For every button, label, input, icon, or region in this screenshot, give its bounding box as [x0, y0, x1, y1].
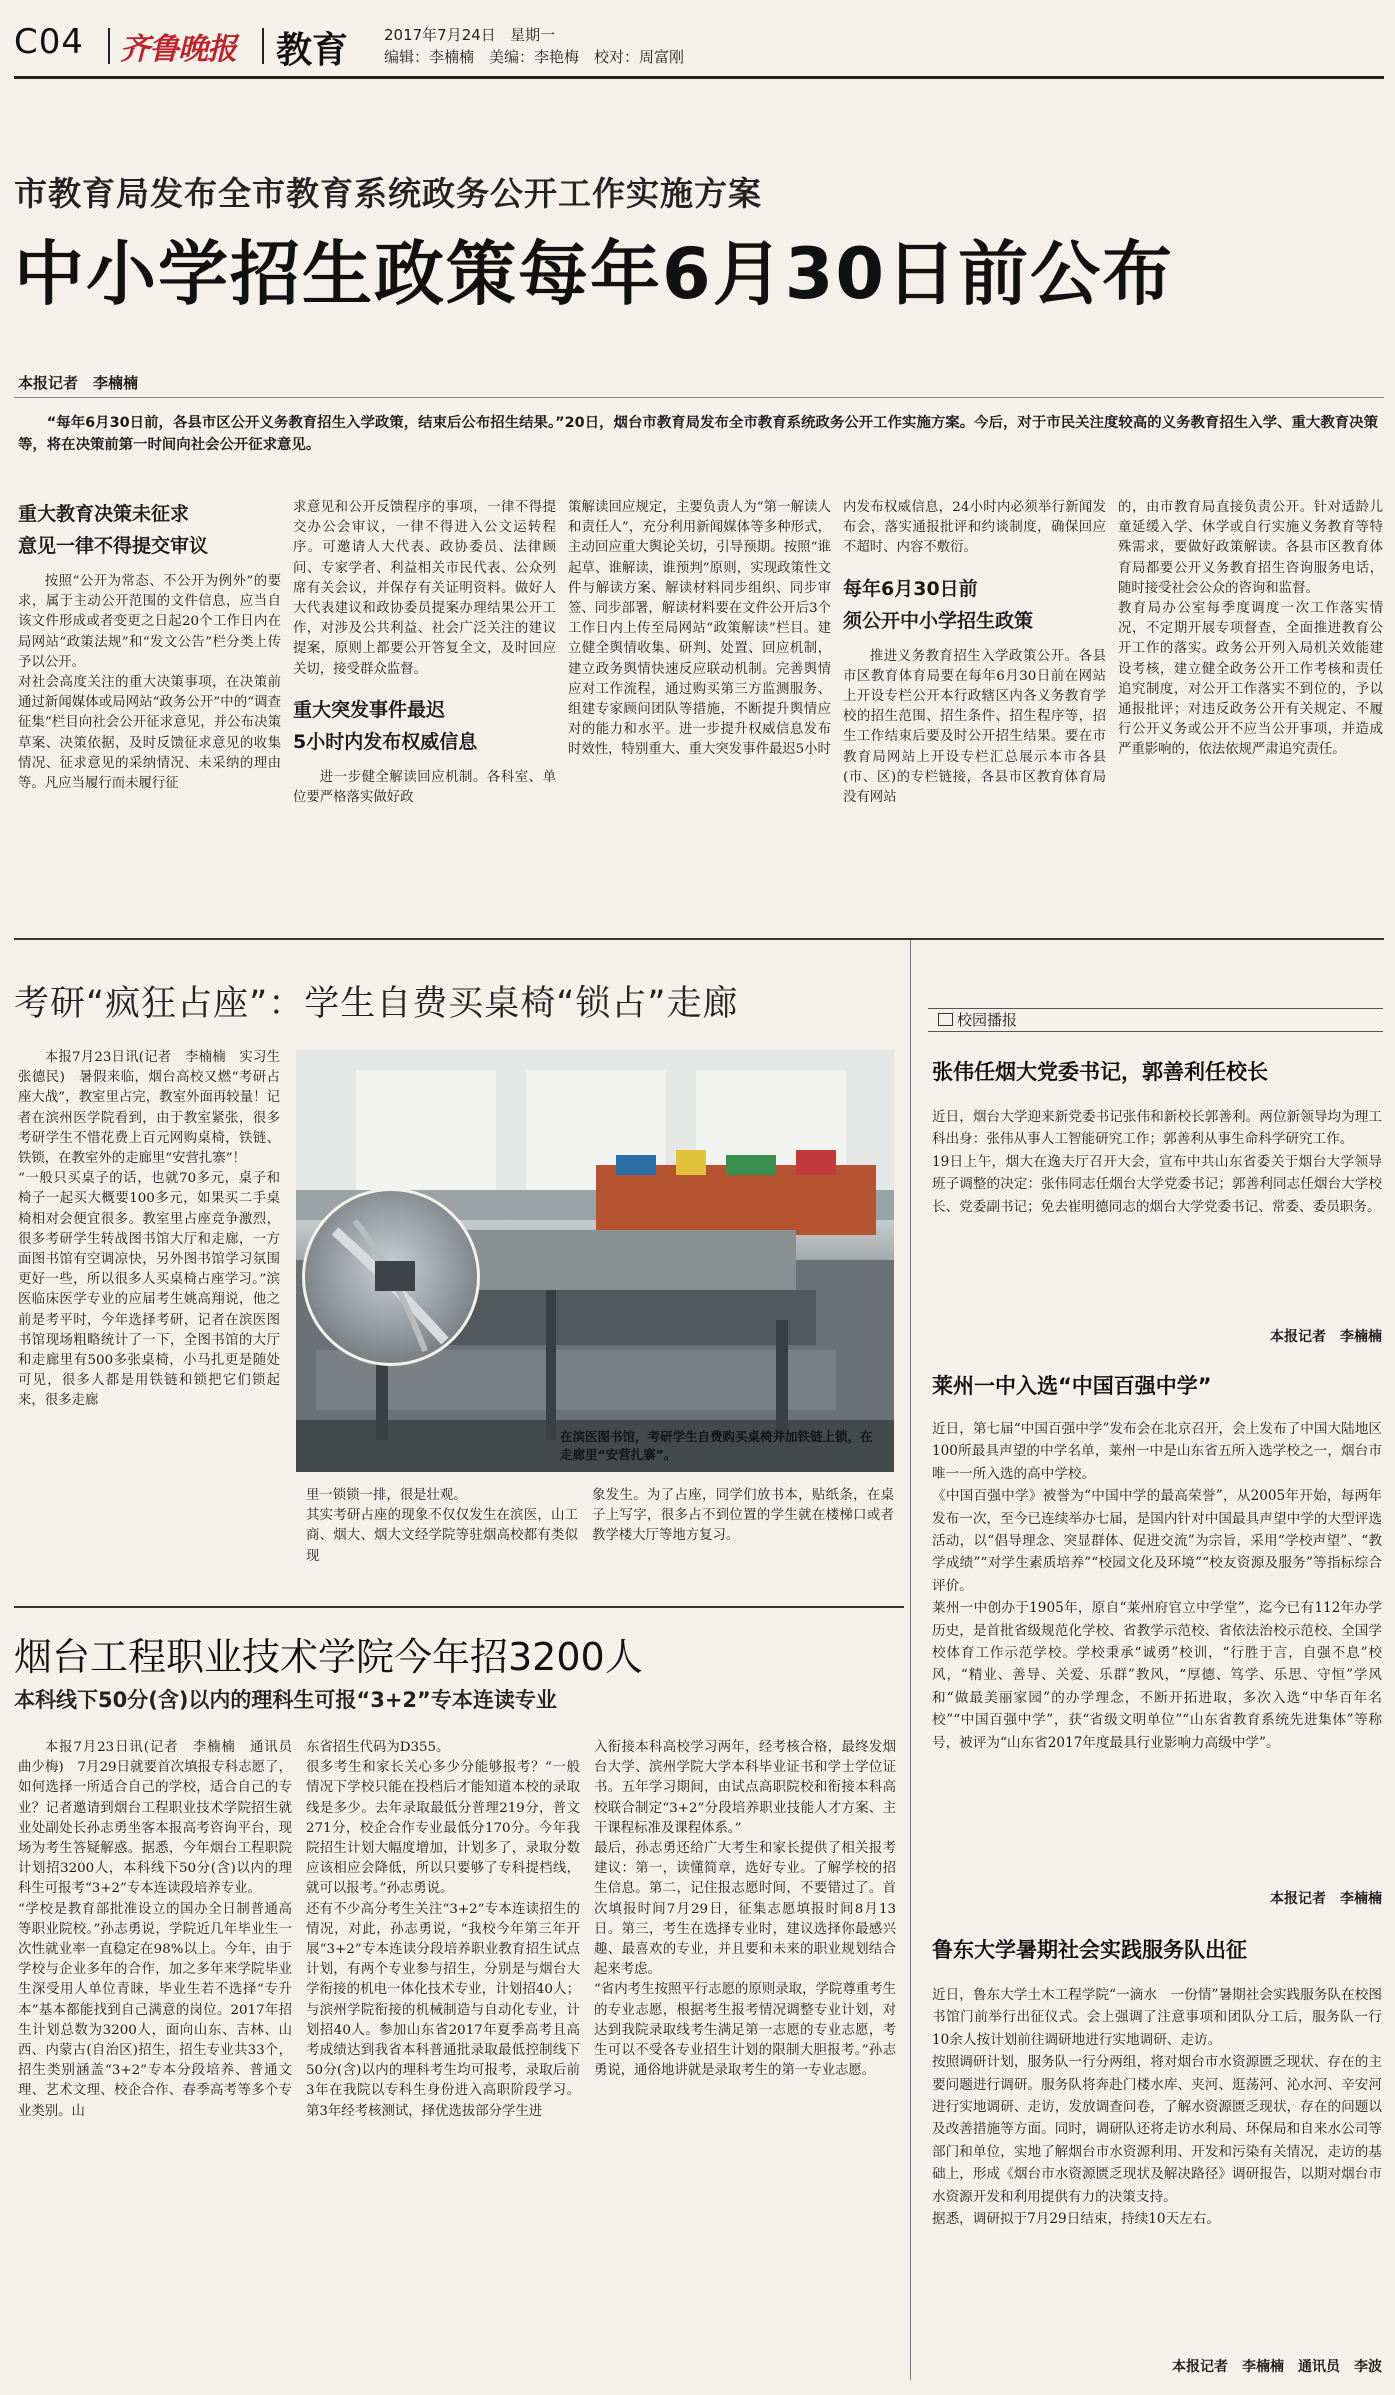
header-divider-2: [262, 28, 264, 64]
story2-body: [932, 1418, 1382, 1884]
article1-col1: [18, 498, 281, 918]
article2-col3: [592, 1486, 894, 1596]
article3-col2: [306, 1738, 580, 2378]
story2-headline: 莱州一中入选“中国百强中学”: [932, 1374, 1212, 1398]
article2-bottom-rule: [14, 1606, 904, 1608]
date: 2017年7月24日: [384, 26, 496, 44]
article3-subhead: 本科线下50分(含)以内的理科生可报“3+2”专本连读专业: [14, 1688, 557, 1712]
article3-col1-text: 本报7月23日讯(记者 李楠楠 通讯员 曲少梅) 7月29日就要首次填报专科志愿了，如何选择一所适合自己的学校，适合自己的专业？记者邀请到烟台工程职业技术学院招生就业处副处长孙志勇坐客本报高考咨询平台，现场为考生答疑解惑。据悉，今年烟台工程职院计划招3200人，本科线下50分(含)以内的理科生可报考“3+2”专本连读段培养专业。 “学校是教育部批准设立的国办全日制普通高等职业院校。”孙志勇说，学院近几年毕业生一次性就业率一直稳定在98%以上。今年，由于学校与企业多年的合作，加之多年来学院毕业生深受用人单位青睐，毕业生若不选择“专升本”基本都能找到自己满意的岗位。2017年招生计划总数为3200人，面向山东、吉林、山西、内蒙古(自治区)招生，招生专业共33个，招生类别涵盖“3+2”专本分段培养、普通文理、艺术文理、校企合作、春季高考等多个专业类别。山: [18, 1740, 292, 2119]
article2-caption: 在滨医图书馆，考研学生自费购买桌椅并加铁链上锁，在走廊里“安营扎寨”。: [560, 1429, 873, 1462]
article2-col1-text: 本报7月23日讯(记者 李楠楠 实习生 张德民) 暑假来临，烟台高校又燃“考研占座大战”，教室里占完，教室外面再较量！记者在滨州医学院看到，由于教室紧张，很多考研学生不惜花费上百元网购桌椅，铁链、铁锁，在教室外的走廊里“安营扎寨”！ “一般只买桌子的话，也就70多元，桌子和椅子一起买大概要100多元，如果买二手桌椅相对会便宜很多。教室里占座竞争激烈，很多考研学生转战图书馆大厅和走廊，一方面图书馆有空调凉快，另外图书馆学习氛围更好一些，所以很多人买桌椅占座学习。”滨医临床医学专业的应届考生姚高翔说，他之前是考平时，今年选择考研，记者在滨医图书馆现场粗略统计了一下，全图书馆的大厅和走廊里有500多张桌椅，小马扎更是随处可见，很多人都是用铁链和锁把它们锁起来，很多走廊: [18, 1050, 280, 1409]
article1-subhead-1: 重大教育决策未征求 意见一律不得提交审议: [18, 503, 209, 557]
article1-kicker: 市教育局发布全市教育系统政务公开工作实施方案: [14, 174, 762, 213]
article1-col2b-text: 进一步健全解读回应机制。各科室、单位要严格落实做好政: [293, 769, 556, 806]
article1-col4b-text: 推进义务教育招生入学政策公开。各县市区教育体育局要在每年6月30日前在网站上开设专栏公开本行政辖区内各义务教育学校的招生范围、招生条件、招生程序等，招生工作结束后要及时公开招生结果。要在市教育局网站上开设专栏汇总展示本市各县(市、区)的专栏链接，各县市区教育体育局没有网站: [843, 648, 1106, 806]
article3-col2-text: 东省招生代码为D355。 很多考生和家长关心多少分能够报考？“一般情况下学校只能在投档后才能知道本校的录取线是多少。去年录取最低分普理219分，普文271分，校企合作专业最低分170分。今年我院招生计划大幅度增加，计划多了，录取分数应该相应会降低，所以只要够了专科提档线，就可以报考。”孙志勇说。 还有不少高分考生关注“3+2”专本连读招生的情况，对此，孙志勇说，“我校今年第三年开展“3+2”专本连读分段培养职业教育招生试点计划，有两个专业参与招生，分别是与烟台大学衔接的机电一体化技术专业，计划招40人；与滨州学院衔接的机械制造与自动化专业，计划招40人。参加山东省2017年夏季高考且高考成绩达到我省本科普通批录取最低控制线下50分(含)以内的理科考生均可报考，录取后前3年在我院以专科生身份进入高职阶段学习。第3年经考核测试，择优选拔部分学生进: [306, 1740, 580, 2119]
article2-col2-text: 里一锁锁一排，很是壮观。 其实考研占座的现象不仅仅发生在滨医，山工商、烟大、烟大文经学院等驻烟高校都有类似现: [306, 1488, 578, 1564]
story2-byline: 本报记者 李楠楠: [1270, 1891, 1382, 1907]
article2-col1: [18, 1048, 280, 1588]
article1-byline: 本报记者 李楠楠: [18, 374, 139, 392]
story1-text: 近日，烟台大学迎来新党委书记张伟和新校长郭善利。两位新领导均为理工科出身：张伟从事人工智能研究工作；郭善利从事生命科学研究工作。 19日上午，烟大在逸夫厅召开大会，宣布中共山东省委关于烟台大学领导班子调整的决定：张伟同志任烟台大学党委书记；郭善利同志任烟台大学校长、党委副书记；免去崔明德同志的烟台大学党委书记、常委、委员职务。: [932, 1109, 1382, 1215]
byline-rule: [14, 397, 1384, 398]
article1-headline: 中小学招生政策每年6月30日前公布: [14, 233, 1175, 315]
square-icon: [938, 1013, 953, 1026]
story1-headline: 张伟任烟大党委书记，郭善利任校长: [932, 1060, 1268, 1084]
photo-round-overlay: [302, 1188, 480, 1366]
article1-col5: [1118, 498, 1383, 918]
story1-body: [932, 1106, 1382, 1326]
article1-subhead-2: 重大突发事件最迟 5小时内发布权威信息: [293, 698, 478, 753]
paper-logo: 齐鲁晚报: [120, 32, 236, 67]
article1-lead: “每年6月30日前，各县市区公开义务教育招生入学政策，结束后公布招生结果。”20日，烟台市教育局发布全市教育系统政务公开工作实施方案。今后，对于市民关注度较高的义务教育招生入学、重大教育决策等，将在决策前第一时间向社会公开征求意见。: [18, 415, 1378, 453]
story1-byline: 本报记者 李楠楠: [1270, 1329, 1382, 1345]
story2-text: 近日，第七届“中国百强中学”发布会在北京召开，会上发布了中国大陆地区100所最具声望的中学名单，莱州一中是山东省五所入选学校之一，烟台市唯一一所入选的高中学校。 《中国百强中学》被誉为“中国中学的最高荣誉”，从2005年开始，每两年发布一次，至今已连续举办七届，是国内针对中国最具声望中学的大型评选活动，以“倡导理念、突显群体、促进交流”为宗旨，采用“学校声望”、“教学成绩”“对学生素质培养”“校园文化及环境”“校友资源及服务”等指标综合评价。 莱州一中创办于1905年，原自“莱州府官立中学堂”，迄今已有112年办学历史，是首批省级规范化学校、省教学示范校、省依法治校示范校、全国学校体育工作示范学校。学校秉承“诚勇”校训，“行胜于言，自强不息”校风，“精业、善导、关爱、乐群”教风，“厚德、笃学、乐思、守恒”学风和“做最美丽家园”的办学理念，不断开拓进取，多次入选“中华百年名校”“中国百强中学”，获“省级文明单位”“山东省教育系统先进集体”等称号，被评为“山东省2017年度最具行业影响力高级中学”。: [932, 1421, 1382, 1751]
article2-col2: [306, 1486, 578, 1596]
article3-col3-text: 入衔接本科高校学习两年，经考核合格，最终发烟台大学、滨州学院大学本科毕业证书和学士学位证书。五年学习期间，由试点高职院校和衔接本科高校联合制定“3+2”分段培养职业技能人才方案、主干课程标准及课程体系。” 最后，孙志勇还给广大考生和家长提供了相关报考建议：第一，读懂简章，选好专业。了解学校的招生信息。第二，记住报志愿时间，不要错过了。首次填报时间7月29日，征集志愿填报时间8月13日。第三，考生在选择专业时，建议选择你最感兴趣、最喜欢的专业，并且要和未来的职业规划结合起来考虑。 “省内考生按照平行志愿的原则录取，学院尊重考生的专业志愿，根据考生报考情况调整专业计划，对达到我院录取线考生满足第一志愿的专业志愿，考生可以不受各专业招生计划的限制大胆报考。”孙志勇说，通俗地讲就是录取考生的第一专业志愿。: [594, 1740, 896, 2079]
article3-col1: [18, 1738, 292, 2378]
article1-col2-text: 求意见和公开反馈程序的事项，一律不得提交办公会审议，一律不得进入公文运转程序。可邀请人大代表、政协委员、法律顾问、专家学者、利益相关市民代表、公众列席有关会议，并保存有关证明资料。做好人大代表建议和政协委员提案办理结果公开工作，对涉及公共利益、社会广泛关注的建议提案，原则上都要公开答复全文，及时回应关切，接受群众监督。: [293, 500, 556, 677]
chain-lock-photo: [305, 1191, 477, 1363]
section-name: 教育: [276, 30, 349, 71]
editors-line: 编辑：李楠楠 美编：李艳梅 校对：周富刚: [384, 48, 685, 66]
sidebar-column-title: 校园播报: [957, 1011, 1018, 1029]
header-rule: [14, 76, 1384, 79]
weekday: 星期一: [510, 26, 556, 44]
issue-date: [384, 24, 555, 45]
sidebar-divider: [910, 940, 911, 2380]
article1-col3-text: 策解读回应规定，主要负责人为“第一解读人和责任人”，充分利用新闻媒体等多种形式，主动回应重大舆论关切，引导预期。按照“谁起草、谁解读，谁预判”原则，实现政策性文件与解读方案、解读材料同步组织、同步审签、同步部署，解读材料要在文件公开后3个工作日内上传至局网站“政策解读”栏目。建立健全舆情收集、研判、处置、回应机制，建立政务舆情快速反应联动机制。完善舆情应对工作流程，通过购买第三方监测服务、组建专家顾问团队等措施，不断提升舆情应对的能力和水平。进一步提升权威信息发布时效性，特别重大、重大突发事件最迟5小时: [568, 500, 831, 758]
sidebar-column-tab: [928, 1008, 1383, 1032]
article1-col3: [568, 498, 831, 918]
header-divider: [108, 28, 110, 64]
article2-col3-text: 象发生。为了占座，同学们放书本，贴纸条，在桌子上写字，很多占不到位置的学生就在楼梯口或者教学楼大厅等地方复习。: [592, 1488, 894, 1544]
story3-headline: 鲁东大学暑期社会实践服务队出征: [932, 1938, 1247, 1962]
article1-col2: [293, 498, 556, 918]
article1-col5-text: 的，由市教育局直接负责公开。针对适龄儿童延缓入学、休学或自行实施义务教育等特殊需求，要做好政策解读。各县市区教育体育局都要公开义务教育招生咨询服务电话，随时接受社会公众的咨询和监督。 教育局办公室每季度调度一次工作落实情况，不定期开展专项督查，全面推进教育公开工作的落实。政务公开列入局机关效能建设考核，建立健全政务公开工作考核和责任追究制度，对公开工作落实不到位的，予以通报批评；对违反政务公开有关规定、不履行公开义务或公开不应当公开事项，并造成严重影响的，依法依规严肃追究责任。: [1118, 500, 1383, 758]
article3-headline: 烟台工程职业技术学院今年招3200人: [14, 1635, 643, 1679]
story3-text: 近日，鲁东大学土木工程学院“一滴水 一份情”暑期社会实践服务队在校图书馆门前举行出征仪式。会上强调了注意事项和团队分工后，服务队一行10余人按计划前往调研地进行实地调研、走访。 按照调研计划，服务队一行分两组，将对烟台市水资源匮乏现状、存在的主要问题进行调研。服务队将奔赴门楼水库、夹河、逛荡河、沁水河、辛安河进行实地调研、走访，发放调查问卷，了解水资源匮乏现状，存在的问题以及改善措施等方面。同时，调研队还将走访水利局、环保局和自来水公司等部门和单位，实地了解烟台市水资源利用、开发和污染有关情况，走访的基础上，形成《烟台市水资源匮乏现状及解决路径》调研报告，以期对烟台市水资源开发和利用提供有力的决策支持。 据悉，调研拟于7月29日结束，持续10天左右。: [932, 1987, 1382, 2228]
article2-headline: 考研“疯狂占座”：学生自费买桌椅“锁占”走廊: [14, 984, 739, 1024]
page-number: C04: [14, 22, 85, 62]
article1-col4a-text: 内发布权威信息，24小时内必须举行新闻发布会，落实通报批评和约谈制度，确保回应不超时、内容不敷衍。: [843, 500, 1106, 556]
article1-subhead-3: 每年6月30日前 须公开中小学招生政策: [843, 577, 1034, 632]
story3-body: [932, 1984, 1382, 2350]
story3-byline: 本报记者 李楠楠 通讯员 李波: [1172, 2359, 1382, 2375]
article3-col3: [594, 1738, 896, 2378]
article1-col1-text: 按照“公开为常态、不公开为例外”的要求，属于主动公开范围的文件信息，应当自该文件形成或者变更之日起20个工作日内在局网站“政策法规”和“发文公告”栏分类上传予以公开。 对社会高度关注的重大决策事项，在决策前通过新闻媒体或局网站“政务公开”中的“调查征集”栏目向社会公开征求意见，并公布决策草案、决策依据，及时反馈征求意见的收集情况、征求意见的采纳情况、未采纳的理由等。凡应当履行而未履行征: [18, 574, 281, 792]
article1-col4: [843, 498, 1106, 918]
article1-bottom-rule: [14, 938, 1384, 940]
